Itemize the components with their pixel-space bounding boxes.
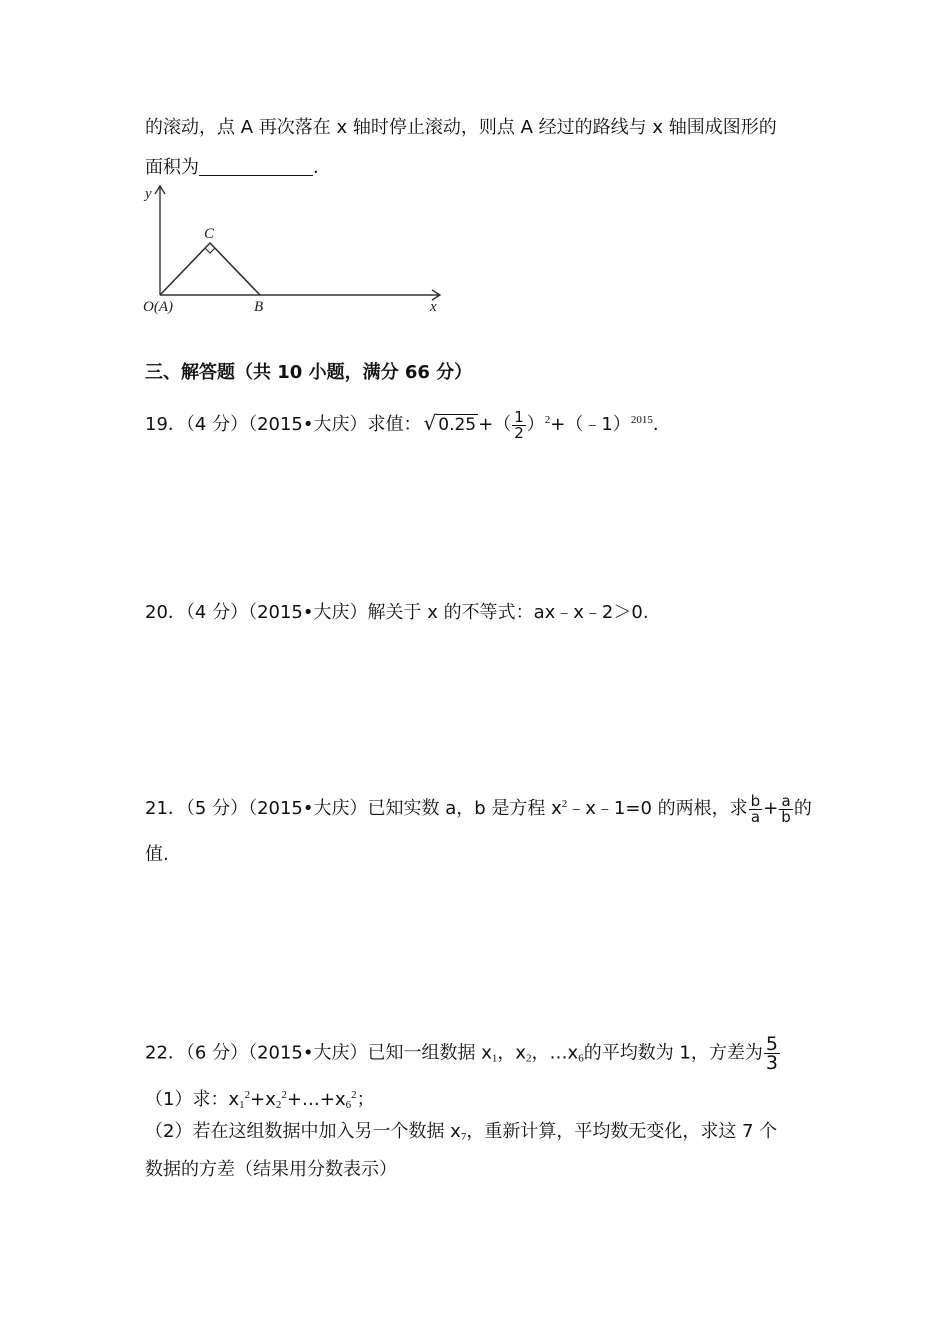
question-22: 22．（6 分）（2015•大庆）已知一组数据 $x_1$，$x_2$，$\dots x_6$的平均数为 1，方差为 $\frac{5}{3}$: [145, 1033, 778, 1074]
question-22-part-2: （2）若在这组数据中加入另一个数据 $x_7$，重新计算，平均数无变化，求这 7 个: [145, 1121, 778, 1143]
fraction-a-over-b: $\frac{a}{b}$: [781, 791, 791, 826]
triangle: [160, 243, 260, 295]
label-b: B: [254, 299, 264, 315]
question-19: 19．（4 分）（2015•大庆）求值： √ 0.25 +（ $\frac{1}{2}$ ）$^2$+（﹣1）$^{2015}$.: [145, 407, 659, 442]
question-22-part-1: （1）求：$x_1^2+x_2^2+\dots+x_6^2$；: [145, 1089, 375, 1111]
question-21: 21．（5 分）（2015•大庆）已知实数 a，b 是方程 $x^2﹣x﹣1=0$ 的两根，求 $\frac{b}{a}$ + $\frac{a}{b}$ 的: [145, 791, 812, 826]
fraction-b-over-a: $\frac{b}{a}$: [750, 791, 761, 826]
triangle-figure: [140, 180, 450, 320]
radical-sign: √: [423, 411, 437, 435]
y-label: y: [145, 186, 152, 202]
answer-blank: [199, 157, 313, 176]
intro-line-1: 的滚动，点 A 再次落在 x 轴时停止滚动，则点 A 经过的路线与 x 轴围成图形的: [145, 117, 777, 138]
label-c: C: [204, 226, 215, 242]
intro-line-2: 面积为 .: [145, 157, 319, 178]
section-title: 三、解答题（共 10 小题，满分 66 分）: [145, 362, 473, 383]
question-20: 20．（4 分）（2015•大庆）解关于 x 的不等式：ax﹣x﹣2＞0.: [145, 602, 649, 623]
fraction-half: $\frac{1}{2}$: [514, 407, 524, 442]
sqrt-value: 0.25: [438, 415, 477, 435]
right-angle-mark: [205, 248, 215, 253]
question-21-line-2: 值.: [145, 844, 169, 865]
fraction-five-thirds: $\frac{5}{3}$: [765, 1033, 778, 1074]
label-o: O(A): [143, 299, 173, 315]
question-22-part-2-line-2: 数据的方差（结果用分数表示）: [145, 1159, 397, 1180]
x-label: x: [430, 299, 437, 315]
